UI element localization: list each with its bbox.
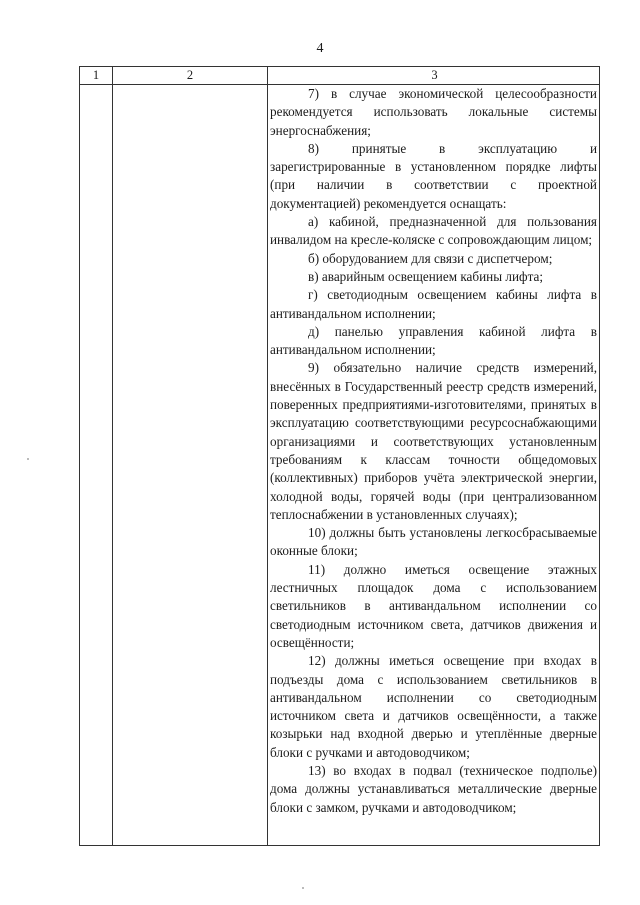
list-item: 10) должны быть установлены легкосбрасываемые оконные блоки; <box>270 525 597 559</box>
column-divider <box>267 67 268 845</box>
list-item: 9) обязательно наличие средств измерений, внесённых в Государственный реестр средств измерений, поверенных предприятиями-изготовителями, принятых в эксплуатацию соответствующими ресурсоснабжающими организациями и соответствующих установленным требованиям к классам точности общедомовых (коллективных) приборов учёта электрической энергии, холодной воды, горячей воды (при централизованном теплоснабжении в установленных случаях); <box>270 360 597 522</box>
column-header-2: 2 <box>186 68 194 82</box>
column-header-3: 3 <box>431 68 438 82</box>
list-item: г) светодиодным освещением кабины лифта в антивандальном исполнении; <box>270 287 597 321</box>
list-item: 8) принятые в эксплуатацию и зарегистрированные в установленном порядке лифты (при наличии в соответствии с проектной документацией) рекомендуется оснащать: <box>270 140 597 211</box>
list-item: 11) должно иметься освещение этажных лестничных площадок дома с использованием светильников в антивандальном исполнении со светодиодным источником света, датчиков движения и освещённости; <box>270 561 597 650</box>
table-header-row <box>80 67 599 85</box>
page-number: 4 <box>316 41 324 56</box>
scan-speck <box>302 887 304 889</box>
list-item: 7) в случае экономической целесообразности рекомендуется использовать локальные системы энергоснабжения; <box>270 86 597 138</box>
list-item: 12) должны иметься освещение при входах в подъезды дома с использованием светильников в антивандальном исполнении со светодиодным источником света и датчиков освещённости, а также козырьки над входной дверью и утеплённые дверные блоки с ручками и автодоводчиком; <box>270 653 597 760</box>
column-header-1: 1 <box>92 68 100 82</box>
list-item: а) кабиной, предназначенной для пользования инвалидом на кресле-коляске с сопровождающим лицом; <box>270 214 597 248</box>
list-item: в) аварийным освещением кабины лифта; <box>308 268 544 284</box>
column-divider <box>112 67 113 845</box>
list-item: д) панелью управления кабиной лифта в антивандальном исполнении; <box>270 323 597 358</box>
list-item: 13) во входах в подвал (техническое подполье) дома должны устанавливаться металлические дверные блоки с замком, ручками и автодоводчиком; <box>270 762 597 815</box>
list-item: б) оборудованием для связи с диспетчером; <box>308 250 553 266</box>
scan-speck <box>27 458 29 460</box>
column-3-content <box>270 85 597 817</box>
requirements-table <box>79 66 600 846</box>
